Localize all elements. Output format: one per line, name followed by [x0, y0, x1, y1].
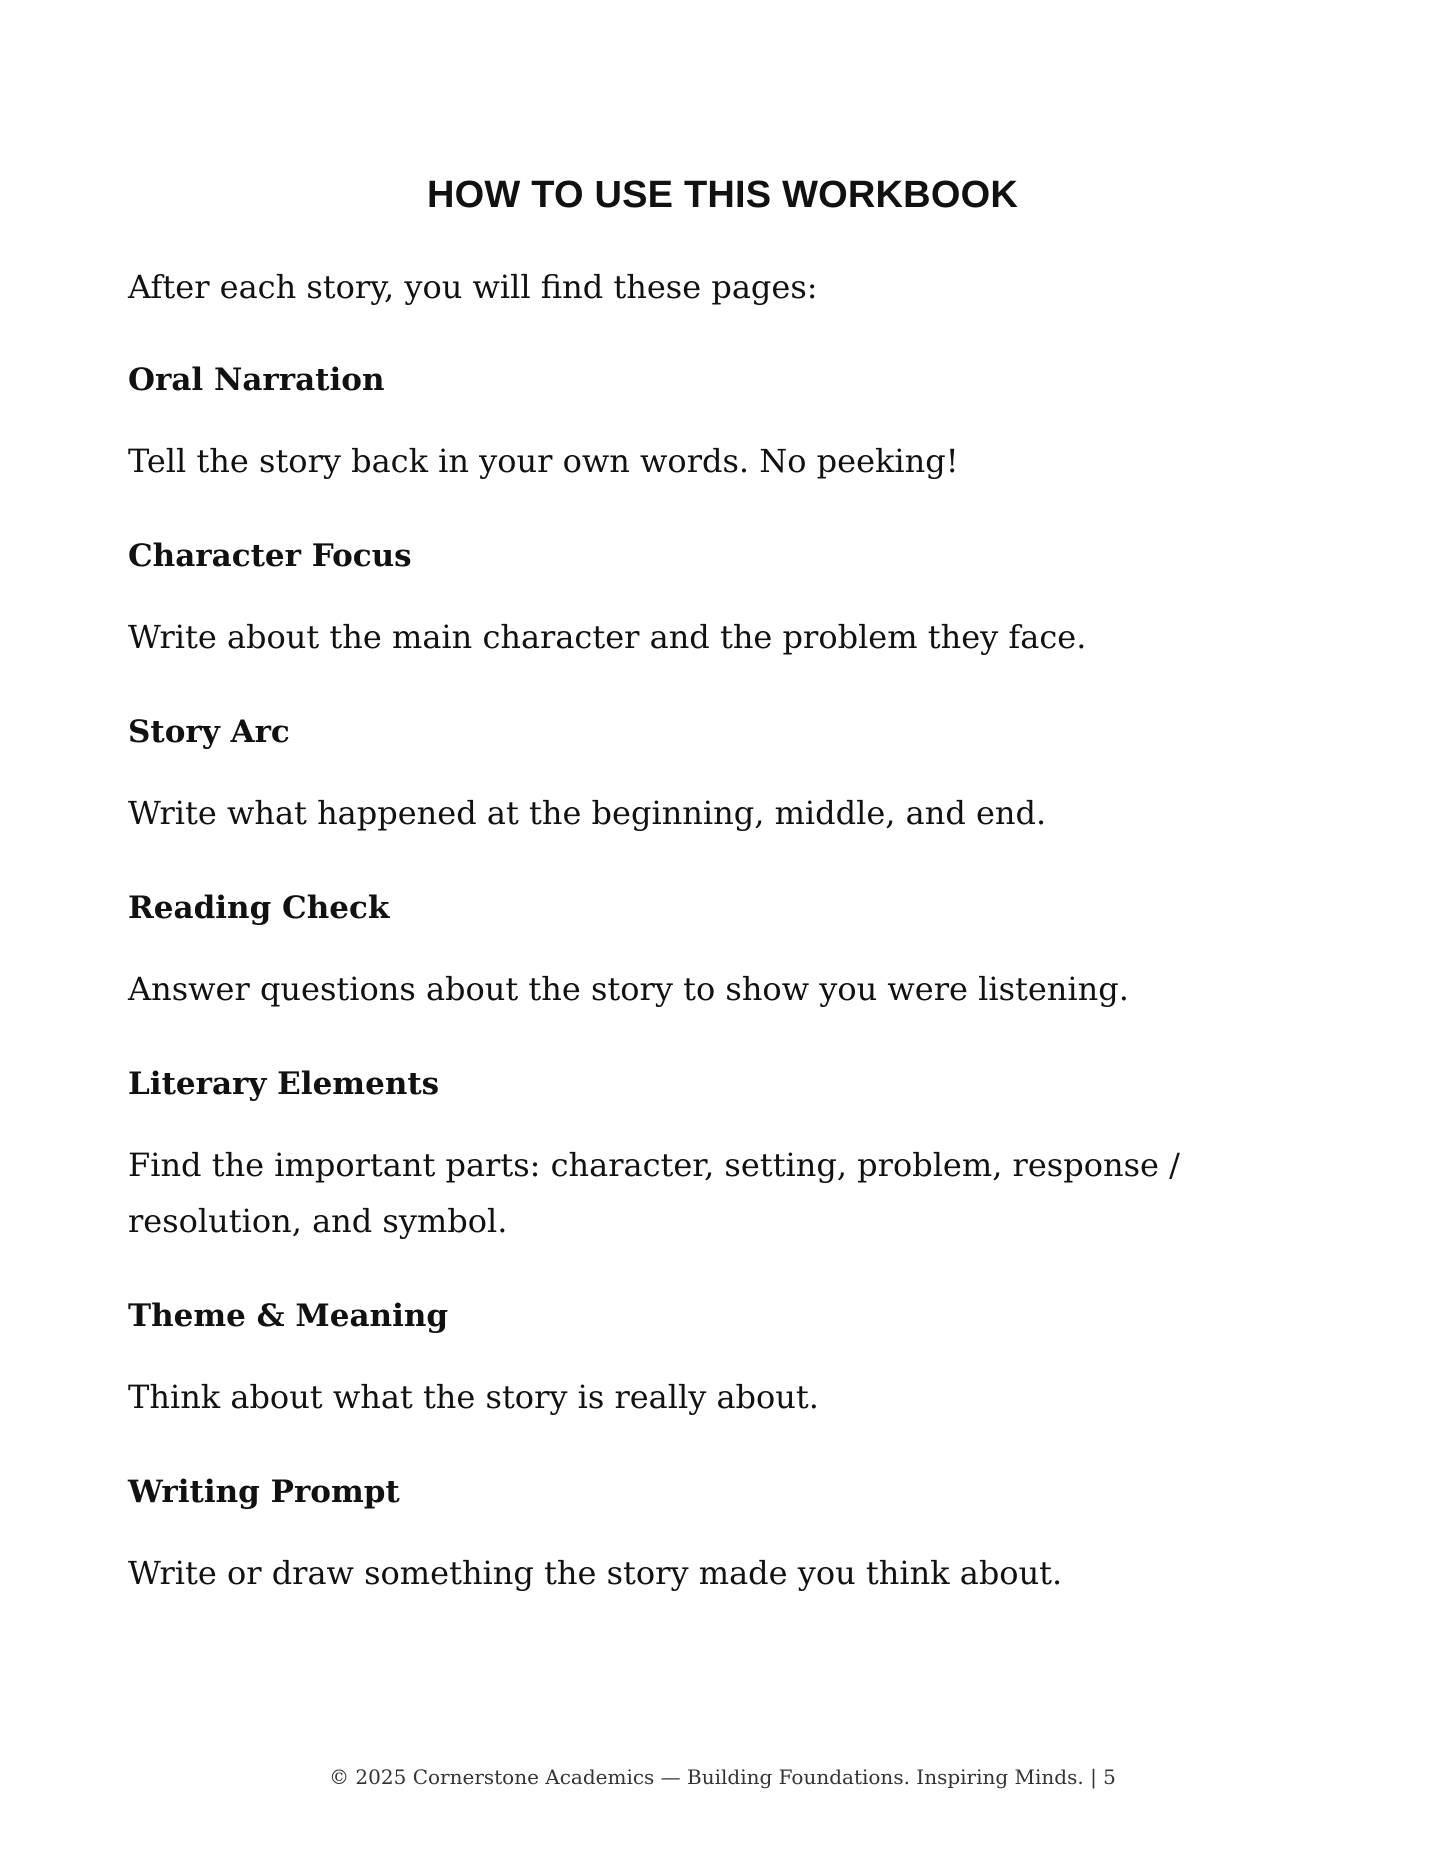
- section-list: [128, 357, 1328, 1645]
- section-theme-meaning: [128, 1293, 1328, 1425]
- section-heading: Reading Check: [128, 890, 390, 926]
- section-heading: Oral Narration: [128, 362, 385, 398]
- section-character-focus: [128, 533, 1328, 665]
- section-description: Answer questions about the story to show you were listening.: [128, 970, 1129, 1008]
- section-description: Write about the main character and the problem they face.: [128, 618, 1087, 656]
- intro-text: After each story, you will find these pages:: [128, 268, 818, 306]
- section-reading-check: [128, 885, 1328, 1017]
- section-description: Find the important parts: character, setting, problem, response / resolution, and symbol.: [128, 1146, 1180, 1240]
- section-literary-elements: [128, 1061, 1328, 1249]
- section-description: Write what happened at the beginning, middle, and end.: [128, 794, 1047, 832]
- page-title: HOW TO USE THIS WORKBOOK: [427, 174, 1018, 216]
- section-heading: Story Arc: [128, 714, 290, 750]
- section-heading: Theme & Meaning: [128, 1298, 449, 1334]
- section-story-arc: [128, 709, 1328, 841]
- page-footer: © 2025 Cornerstone Academics — Building Foundations. Inspiring Minds. | 5: [329, 1765, 1116, 1789]
- section-description: Write or draw something the story made you think about.: [128, 1554, 1063, 1592]
- section-heading: Character Focus: [128, 538, 412, 574]
- section-heading: Writing Prompt: [128, 1474, 400, 1510]
- section-heading: Literary Elements: [128, 1066, 440, 1102]
- section-description: Tell the story back in your own words. No peeking!: [128, 442, 959, 480]
- section-oral-narration: [128, 357, 1328, 489]
- section-writing-prompt: [128, 1469, 1328, 1601]
- section-description: Think about what the story is really about.: [128, 1378, 819, 1416]
